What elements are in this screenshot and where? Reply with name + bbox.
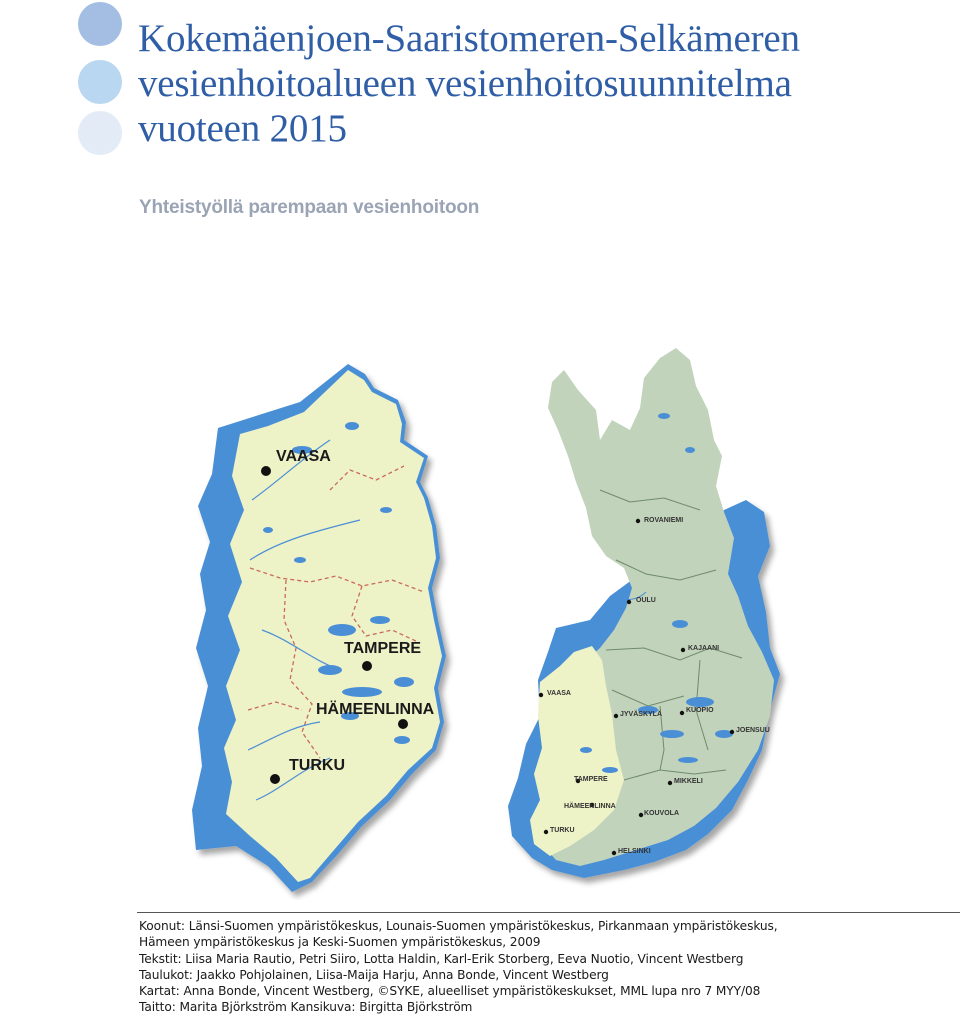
credits-line: Taitto: Marita Björkström Kansikuva: Birgitta Björkström [139,1000,473,1015]
label-tampere: TAMPERE [344,640,422,657]
title-line-3: vuoteen 2015 [138,107,347,150]
label-fi-helsinki: HELSINKI [618,848,651,855]
page-title [138,16,800,151]
title-line-2: vesienhoitoalueen vesienhoitosuunnitelma [138,62,792,105]
label-fi-tampere: TAMPERE [574,776,608,783]
label-fi-hameenlinna: HÄMEENLINNA [564,803,616,810]
credits-line: Hämeen ympäristökeskus ja Keski-Suomen ympäristökeskus, 2009 [139,935,541,950]
credits-list [139,918,778,1016]
dot-light [78,111,122,155]
finland-map [508,348,780,878]
title-line-1: Kokemäenjoen-Saaristomeren-Selkämeren [138,17,800,60]
regional-map [192,364,446,892]
dot-dark [78,2,122,46]
label-fi-kuopio: KUOPIO [686,707,714,714]
credits-line: Kartat: Anna Bonde, Vincent Westberg, ©SYKE, alueelliset ympäristökeskukset, MML lupa nro 7 MYY/08 [139,984,761,999]
page-subtitle: Yhteistyöllä parempaan vesienhoitoon [139,197,480,218]
label-fi-kajaani: KAJAANI [688,645,720,652]
label-vaasa: VAASA [276,448,331,465]
dot-medium [78,60,122,104]
maps-area [0,330,960,900]
label-fi-jyvaskyla: JYVÄSKYLÄ [620,711,663,718]
label-hameenlinna: HÄMEENLINNA [316,701,435,718]
label-fi-turku: TURKU [550,827,575,834]
credits-line: Taulukot: Jaakko Pohjolainen, Liisa-Maija Harju, Anna Bonde, Vincent Westberg [139,967,609,982]
credits-line: Tekstit: Liisa Maria Rautio, Petri Siiro, Lotta Haldin, Karl-Erik Storberg, Eeva Nuotio, Vincent Westberg [139,951,744,966]
label-fi-kouvola: KOUVOLA [644,810,679,817]
label-fi-oulu: OULU [636,597,656,604]
maps-svg [0,330,960,900]
label-turku: TURKU [289,757,345,774]
label-fi-mikkeli: MIKKELI [674,778,703,785]
label-fi-vaasa: VAASA [547,690,571,697]
label-fi-joensuu: JOENSUU [736,727,770,734]
label-fi-rovaniemi: ROVANIEMI [644,517,684,524]
credits-line: Koonut: Länsi-Suomen ympäristökeskus, Lounais-Suomen ympäristökeskus, Pirkanmaan ympäristökeskus, [139,919,778,933]
credits-divider [137,912,960,913]
